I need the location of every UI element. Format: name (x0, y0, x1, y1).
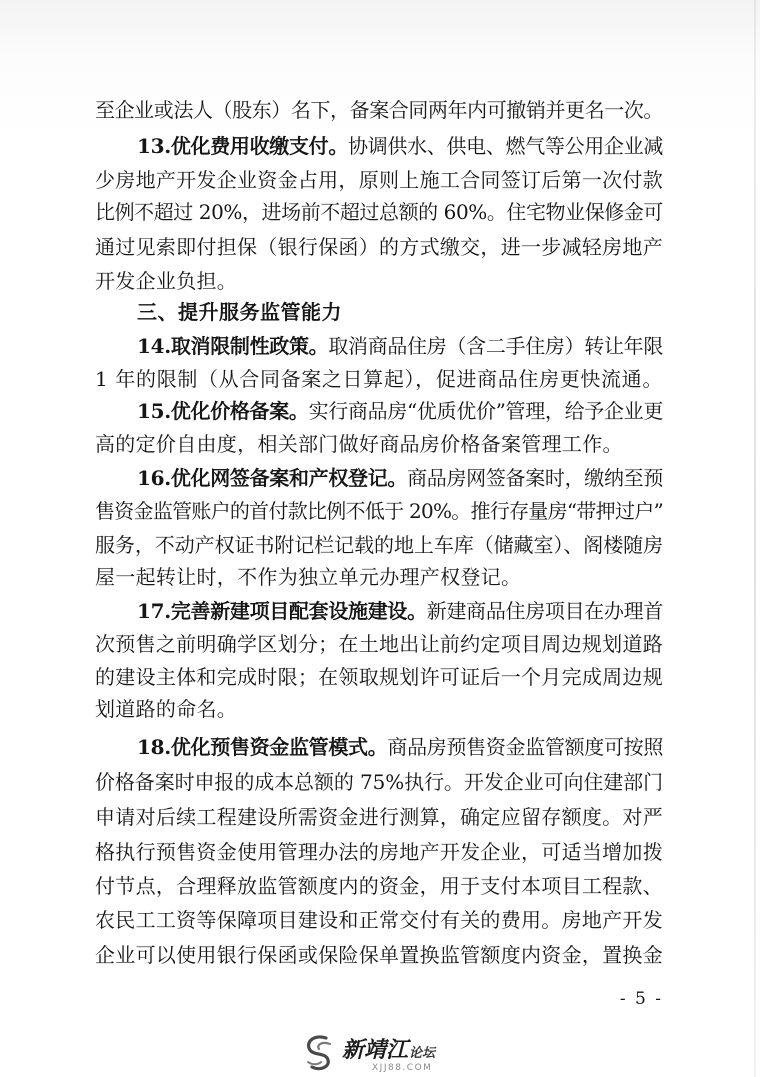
item-16-text: 商品房网签备案时，缴纳至预 (407, 466, 664, 490)
item-16-line: 屋一起转让时，不作为独立单元办理产权登记。 (95, 565, 522, 589)
item-13-line: 通过见索即付担保（银行保函）的方式缴交，进一步减轻房地产 (95, 235, 663, 259)
item-18-first-line (137, 735, 663, 759)
item-15-line: 高的定价自由度，相关部门做好商品房价格备案管理工作。 (95, 432, 623, 456)
item-13-line: 少房地产开发企业资金占用，原则上施工合同签订后第一次付款 (95, 168, 663, 192)
item-14-title: 14.取消限制性政策。 (137, 334, 329, 358)
item-18-line: 格执行预售资金使用管理办法的房地产开发企业，可适当增加拨 (95, 840, 663, 864)
item-14-text: 取消商品住房（含二手住房）转让年限 (328, 334, 664, 358)
item-16-line: 售资金监管账户的首付款比例不低于 20%。推行存量房“带押过户” (95, 499, 663, 523)
item-13-title: 13.优化费用收缴支付。 (137, 134, 349, 158)
item-18-line: 价格备案时申报的成本总额的 75%执行。开发企业可向住建部门 (95, 770, 663, 794)
item-17-first-line (137, 599, 663, 623)
scan-edge-shadow (754, 0, 756, 1077)
item-18-title: 18.优化预售资金监管模式。 (137, 735, 388, 759)
item-16-title: 16.优化网签备案和产权登记。 (137, 466, 408, 490)
item-17-line: 的建设主体和完成时限；在领取规划许可证后一个月完成周边规 (95, 665, 663, 689)
item-18-line: 企业可以使用银行保函或保险保单置换监管额度内资金，置换金 (95, 943, 663, 967)
item-16-line: 服务，不动产权证书附记栏记载的地上车库（储藏室）、阁楼随房 (95, 533, 663, 557)
item-17-line: 次预售之前明确学区划分；在土地出让前约定项目周边规划道路 (95, 632, 663, 656)
forum-watermark (300, 1030, 500, 1076)
item-17-line: 划道路的命名。 (95, 697, 238, 721)
item-14-first-line (137, 334, 663, 358)
item-16-first-line (137, 466, 663, 490)
item-15-text: 实行商品房“优质优价”管理，给予企业更 (308, 399, 663, 423)
item-13-first-line (137, 134, 663, 158)
watermark-domain: XJJ88.COM (372, 1063, 433, 1073)
section-heading: 三、提升服务监管能力 (137, 300, 342, 324)
continuation-line: 至企业或法人（股东）名下，备案合同两年内可撤销并更名一次。 (95, 98, 663, 122)
item-13-text: 协调供水、供电、燃气等公用企业减 (348, 134, 664, 158)
item-18-line: 农民工工资等保障项目建设和正常交付有关的费用。房地产开发 (95, 908, 663, 932)
item-18-line: 付节点，合理释放监管额度内的资金，用于支付本项目工程款、 (95, 874, 663, 898)
page-number: - 5 - (619, 989, 663, 1009)
watermark-suffix: 论坛 (409, 1046, 436, 1061)
item-13-line: 比例不超过 20%，进场前不超过总额的 60%。住宅物业保修金可 (95, 200, 663, 224)
item-13-line: 开发企业负担。 (95, 269, 238, 293)
item-17-title: 17.完善新建项目配套设施建设。 (137, 599, 427, 623)
watermark-name: 新靖江 (342, 1038, 409, 1063)
item-14-line: 1 年的限制（从合同备案之日算起），促进商品住房更快流通。 (95, 367, 663, 391)
swirl-logo-icon (302, 1032, 338, 1072)
item-18-line: 申请对后续工程建设所需资金进行测算，确定应留存额度。对严 (95, 805, 663, 829)
item-18-text: 商品房预售资金监管额度可按照 (387, 735, 664, 759)
item-15-first-line (137, 399, 663, 423)
item-17-text: 新建商品住房项目在办理首 (426, 599, 664, 623)
item-15-title: 15.优化价格备案。 (137, 399, 309, 423)
